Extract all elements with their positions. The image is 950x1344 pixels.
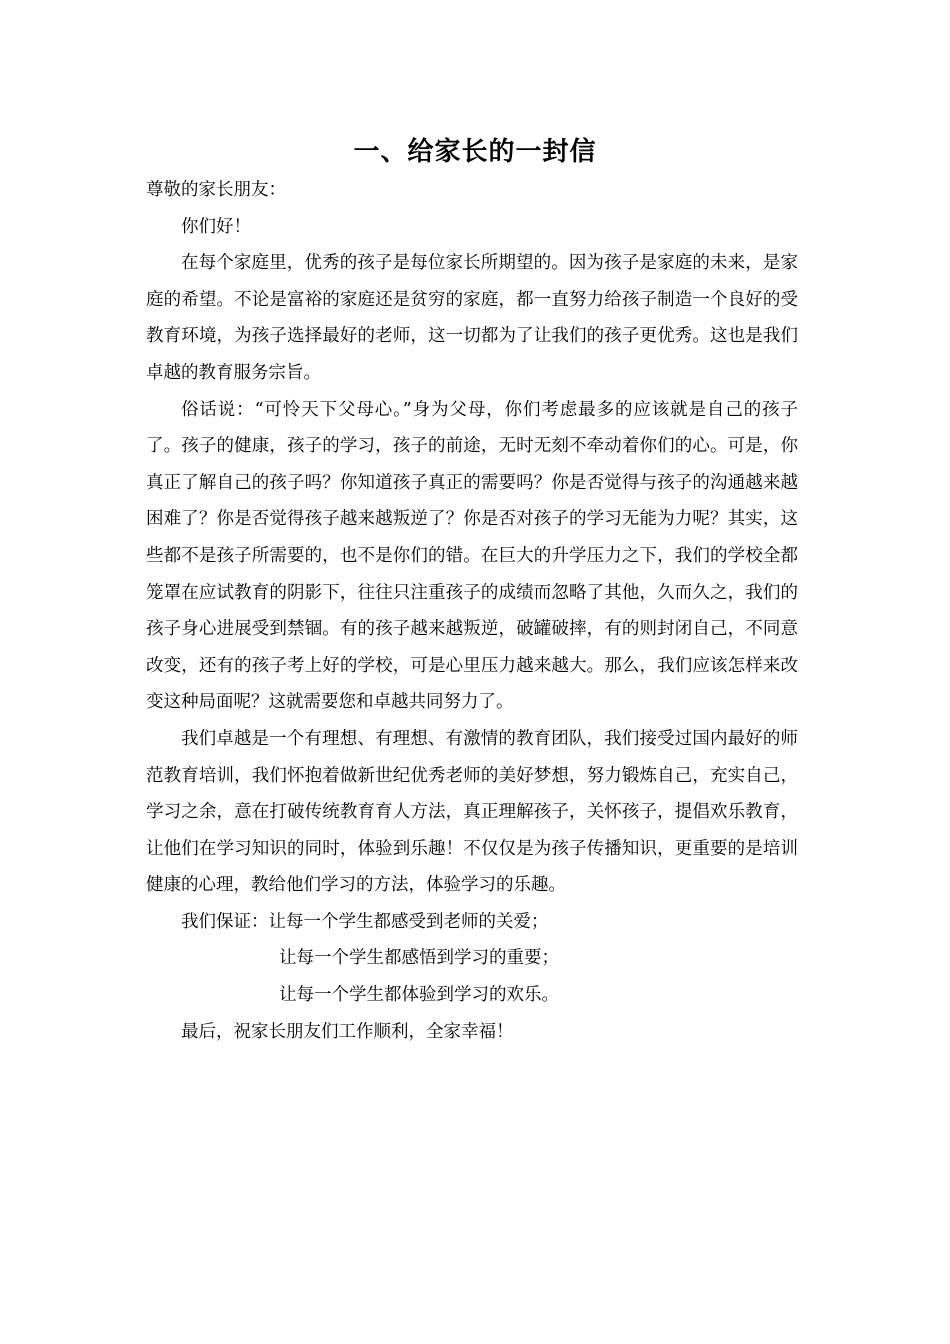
closing: 最后，祝家长朋友们工作顺利，全家幸福！: [181, 1021, 514, 1042]
pledge-item: 让每一个学生都体验到学习的欢乐。: [279, 985, 559, 1006]
paragraph-parents: 俗话说：“可怜天下父母心。”身为父母，你们考虑最多的应该就是自己的孩子了。孩子的健康，孩子的学习，孩子的前途，无时无刻不牵动着你们的心。可是，你真正了解自己的孩子吗？你知道孩子真正的需要吗？你是否觉得与孩子的沟通越来越困难了？你是否觉得孩子越来越叛逆了？你是否对孩子的学习无能为力呢？其实，这些都不是孩子所需要的，也不是你们的错。在巨大的升学压力之下，我们的学校全都笼罩在应试教育的阴影下，往往只注重孩子的成绩而忽略了其他，久而久之，我们的孩子身心进展受到禁锢。有的孩子越来越叛逆，破罐破摔，有的则封闭自己，不同意改变，还有的孩子考上好的学校，可是心里压力越来越大。那么，我们应该怎样来改变这种局面呢？这就需要您和卓越共同努力了。: [146, 399, 798, 713]
salutation: 尊敬的家长朋友：: [146, 180, 286, 200]
greeting: 你们好！: [181, 216, 251, 237]
pledge-intro: 我们保证：: [181, 911, 269, 932]
paragraph-team: 我们卓越是一个有理想、有理想、有激情的教育团队，我们接受过国内最好的师范教育培训，我们怀抱着做新世纪优秀老师的美好梦想，努力锻炼自己，充实自己，学习之余，意在打破传统教育育人方法，真正理解孩子，关怀孩子，提倡欢乐教育，让他们在学习知识的同时，体验到乐趣！不仅仅是为孩子传播知识，更重要的是培训健康的心理，教给他们学习的方法，体验学习的乐趣。: [146, 728, 798, 896]
letter-title: 一、给家长的一封信: [353, 137, 597, 167]
pledge-item: 让每一个学生都感受到老师的关爱；: [268, 911, 549, 932]
pledge-item: 让每一个学生都感悟到学习的重要；: [279, 948, 559, 969]
paragraph-intro: 在每个家庭里，优秀的孩子是每位家长所期望的。因为孩子是家庭的未来，是家庭的希望。不论是富裕的家庭还是贫穷的家庭，都一直努力给孩子制造一个良好的受教育环境，为孩子选择最好的老师，这一切都为了让我们的孩子更优秀。这也是我们卓越的教育服务宗旨。: [146, 253, 798, 383]
letter-body: [146, 172, 798, 1050]
pledge-first-row: [146, 904, 798, 941]
